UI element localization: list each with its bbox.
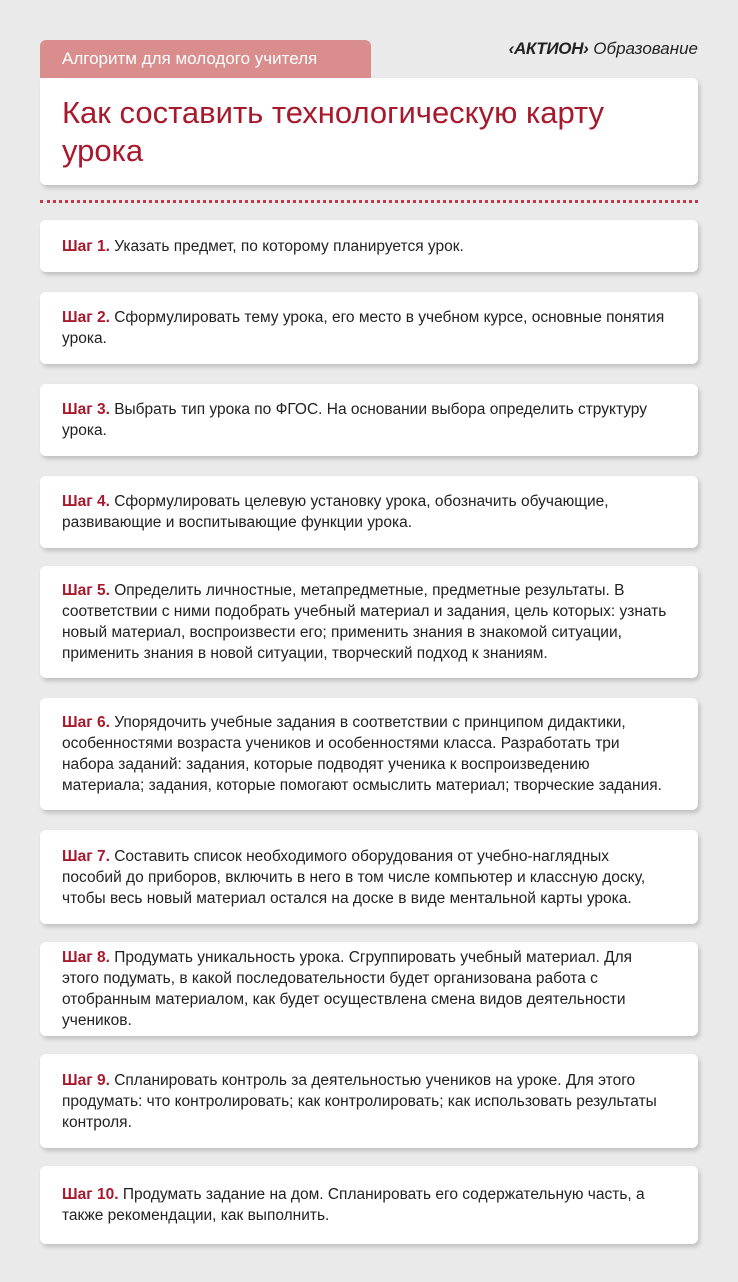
step-text: Спланировать контроль за деятельностью учеников на уроке. Для этого продумать: что контролировать; как контролировать; как использовать результаты контроля. [62, 1071, 657, 1131]
step-card-7 [40, 830, 698, 924]
category-tag: Алгоритм для молодого учителя [40, 40, 371, 78]
step-number: Шаг 5. [62, 582, 110, 599]
step-card-9 [40, 1054, 698, 1148]
step-card-6 [40, 698, 698, 810]
step-text: Определить личностные, метапредметные, предметные результаты. В соответствии с ними подобрать учебный материал и задания, цель которых: узнать новый материал, воспроизвести его; применить знания в знакомой ситуации, применить знания в новой ситуации, творческий подход к знаниям. [62, 582, 667, 662]
step-text: Указать предмет, по которому планируется урок. [114, 237, 464, 255]
step-number: Шаг 8. [62, 949, 110, 966]
brand-subtitle: Образование [593, 39, 698, 58]
page-title: Как составить технологическую карту урока [62, 95, 605, 168]
step-text: Продумать задание на дом. Спланировать его содержательную часть, а также рекомендации, как выполнить. [62, 1186, 645, 1224]
step-text: Сформулировать тему урока, его место в учебном курсе, основные понятия урока. [62, 309, 665, 347]
step-number: Шаг 2. [62, 309, 110, 326]
step-number: Шаг 9. [62, 1071, 110, 1089]
dotted-divider [40, 200, 698, 203]
step-text: Сформулировать целевую установку урока, обозначить обучающие, развивающие и воспитывающие функции урока. [62, 493, 609, 531]
step-text: Составить список необходимого оборудования от учебно-наглядных пособий до приборов, включить в него в том числе компьютер и классную доску, чтобы весь новый материал остался на доске в виде ментальной карты урока. [62, 847, 646, 907]
step-card-5 [40, 566, 698, 678]
step-number: Шаг 6. [62, 714, 110, 731]
step-card-3 [40, 384, 698, 456]
step-text: Выбрать тип урока по ФГОС. На основании выбора определить структуру урока. [62, 401, 648, 439]
title-card [40, 78, 698, 185]
step-card-1 [40, 220, 698, 272]
step-card-4 [40, 476, 698, 548]
step-card-8 [40, 942, 698, 1036]
brand-logo [509, 38, 698, 60]
step-card-2 [40, 292, 698, 364]
step-text: Упорядочить учебные задания в соответствии с принципом дидактики, особенностями возраста учеников и особенностями класса. Разработать три набора заданий: задания, которые подводят ученика к воспроизведению материала; задания, которые помогают осмыслить материал; творческие задания. [62, 714, 662, 794]
step-number: Шаг 7. [62, 847, 110, 865]
step-number: Шаг 3. [62, 401, 110, 418]
brand-logo-text: ‹АКТИОН› [508, 39, 589, 58]
step-text: Продумать уникальность урока. Сгруппировать учебный материал. Для этого подумать, в какой последовательности будет организована работа с отобранным материалом, как будет осуществлена смена видов деятельности учеников. [62, 949, 633, 1029]
step-number: Шаг 10. [62, 1186, 119, 1203]
step-number: Шаг 1. [62, 237, 110, 255]
step-card-10 [40, 1166, 698, 1244]
step-number: Шаг 4. [62, 493, 110, 510]
